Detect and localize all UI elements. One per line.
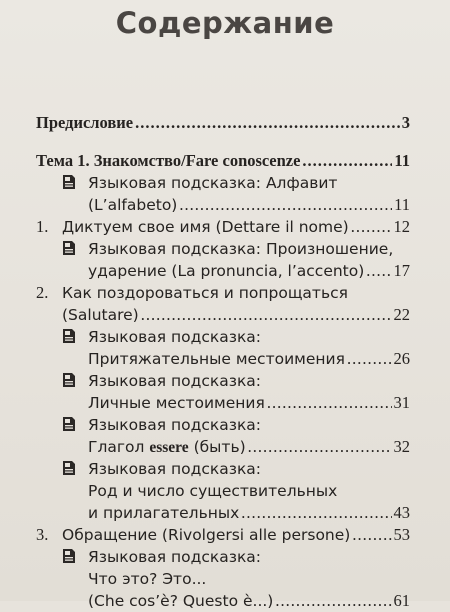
toc-item-number: 2. [36,283,49,302]
memory-card-icon [62,460,76,476]
toc-entry-item-2-cont [62,304,410,326]
toc-page-number: 61 [393,591,410,610]
toc-entry-hint-possessive[interactable] [62,326,410,348]
toc-entry-hint-gender-cont2 [88,502,410,524]
dot-leader [275,590,391,612]
toc-page-number: 11 [394,195,410,214]
memory-card-icon [62,240,76,256]
toc-item-number: 1. [36,217,49,236]
dot-leader [347,348,392,370]
toc-entry-label: Языковая подсказка: [88,548,262,566]
italian-term: essere [149,439,189,456]
toc-entry-label: Языковая подсказка: Произношение, [88,240,394,258]
dot-leader [241,502,391,524]
toc-entry-hint-personal[interactable] [62,370,410,392]
toc-page-number: 26 [393,349,410,368]
toc-entry-label: ударение (La pronuncia, l’accento) [88,262,365,280]
memory-card-icon [62,548,76,564]
toc-entry-label: (L’alfabeto) [88,196,178,214]
memory-card-icon [62,372,76,388]
toc-entry-hint-what[interactable] [62,546,410,568]
toc-entry-item-3[interactable] [36,524,410,546]
dot-leader [351,216,392,238]
dot-leader [141,304,392,326]
toc-entry-hint-what-cont2 [88,590,410,612]
toc-page-number: 22 [393,305,410,324]
toc-entry-label: Личные местоимения [88,394,265,412]
toc-page-number: 12 [393,217,410,236]
toc-entry-label: Языковая подсказка: [88,328,262,346]
toc-entry-hint-gender[interactable] [62,458,410,480]
memory-card-icon [62,328,76,344]
dot-leader [302,150,392,172]
label-part: (быть) [188,438,246,456]
toc-entry-label: Диктуем свое имя (Dettare il nome) [62,218,349,236]
toc-entry-hint-personal-cont [88,392,410,414]
toc-entry-hint-alphabet[interactable] [62,172,410,194]
toc-page-number: 17 [393,261,410,280]
toc-entry-hint-gender-cont [88,480,410,502]
toc-entry-label: Языковая подсказка: [88,416,262,434]
toc-entry-hint-pronunciation[interactable] [62,238,410,260]
page-title: Содержание [115,6,335,40]
toc-page-number: 31 [393,393,410,412]
dot-leader [366,260,391,282]
toc-entry-item-1[interactable] [36,216,410,238]
toc-entry-label: Языковая подсказка: [88,372,262,390]
toc-page-number: 32 [393,437,410,456]
dot-leader [179,194,392,216]
toc-entry-hint-possessive-cont [88,348,410,370]
toc-page-number: 53 [393,525,410,544]
toc-page-number: 43 [393,503,410,522]
dot-leader [267,392,392,414]
toc-entry-label: и прилагательных [88,504,240,522]
dot-leader [352,524,391,546]
toc-entry-label: Тема 1. Знакомство/Fare conoscenze [36,151,301,170]
toc-page-number: 3 [401,113,410,132]
toc-entry-label: Как поздороваться и попрощаться [62,284,348,302]
label-part: Глагол [88,438,150,456]
toc-entry-label: Обращение (Rivolgersi alle persone) [62,526,351,544]
toc-entry-label: Предисловие [36,113,134,132]
memory-card-icon [62,174,76,190]
dot-leader [135,112,400,134]
toc-entry-hint-essere[interactable] [62,414,410,436]
toc-page-number: 11 [394,151,410,170]
toc-entry-item-2[interactable] [36,282,410,304]
toc-entry-hint-what-cont [88,568,410,590]
toc-entry-label: Притяжательные местоимения [88,350,345,368]
toc-entry-label: Что это? Это... [88,570,207,588]
dot-leader [248,436,392,458]
toc-entry-label: Языковая подсказка: [88,460,262,478]
toc-entry-hint-essere-cont [88,436,410,458]
toc-entry-hint-pronunciation-cont [88,260,410,282]
toc-entry-label: Род и число существительных [88,482,338,500]
toc-entry-hint-alphabet-cont [88,194,410,216]
toc-item-number: 3. [36,525,49,544]
toc-entry-label: (Salutare) [62,306,139,324]
toc-entry-label: Языковая подсказка: Алфавит [88,174,338,192]
memory-card-icon [62,416,76,432]
toc-entry-label: (Che cos’è? Questo è...) [88,592,274,610]
toc-entry-label [88,436,246,459]
toc-entry-theme-1[interactable] [36,150,410,172]
toc-entry-preface[interactable] [36,112,410,134]
